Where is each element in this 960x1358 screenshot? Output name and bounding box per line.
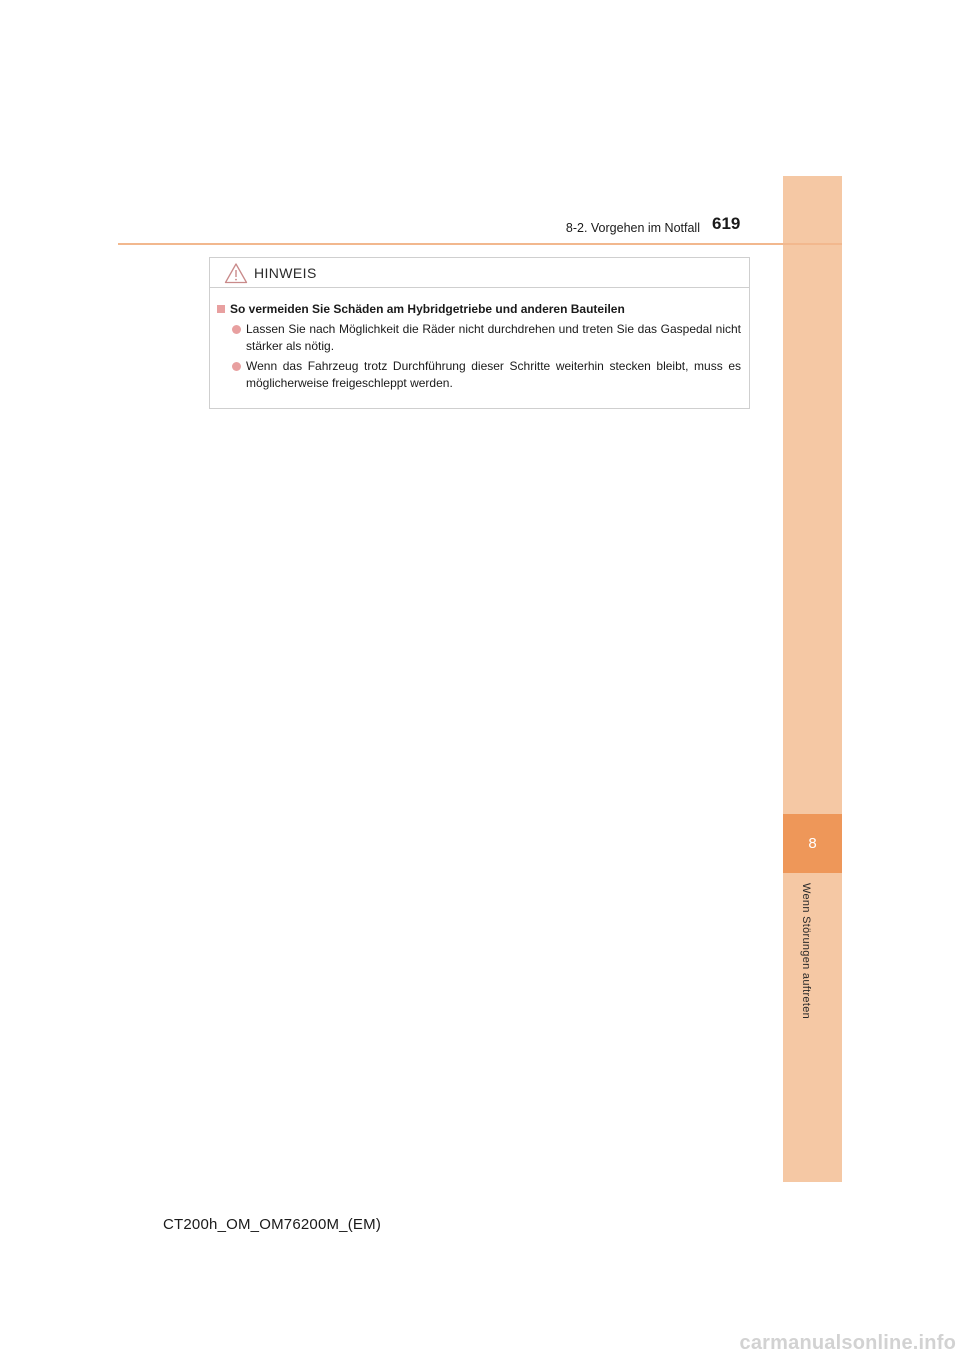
chapter-number-box[interactable]	[783, 814, 842, 873]
header-rule	[118, 243, 842, 245]
notice-body	[210, 288, 749, 392]
notice-item-text: Wenn das Fahrzeug trotz Durchführung dieser Schritte weiterhin stecken bleibt, muss es möglicherweise freigeschleppt werden.	[246, 359, 741, 390]
notice-heading-text: So vermeiden Sie Schäden am Hybridgetriebe und anderen Bauteilen	[230, 302, 625, 316]
notice-box	[209, 257, 750, 409]
chapter-title: Wenn Störungen auftreten	[800, 883, 812, 1020]
page-number: 619	[712, 214, 741, 233]
watermark[interactable]: carmanualsonline.info	[739, 1332, 956, 1354]
warning-triangle-icon	[224, 262, 248, 284]
notice-heading	[217, 300, 741, 318]
dot-bullet-icon	[232, 325, 241, 334]
document-code: CT200h_OM_OM76200M_(EM)	[163, 1216, 382, 1233]
section-title: 8-2. Vorgehen im Notfall	[565, 221, 700, 235]
notice-header	[210, 258, 749, 288]
dot-bullet-icon	[232, 362, 241, 371]
square-bullet-icon	[217, 305, 225, 313]
notice-title: HINWEIS	[254, 264, 317, 281]
chapter-number: 8	[808, 835, 817, 852]
notice-item	[232, 321, 741, 355]
notice-item	[232, 358, 741, 392]
notice-item-text: Lassen Sie nach Möglichkeit die Räder nicht durchdrehen und treten Sie das Gaspedal nicht stärker als nötig.	[246, 322, 741, 353]
